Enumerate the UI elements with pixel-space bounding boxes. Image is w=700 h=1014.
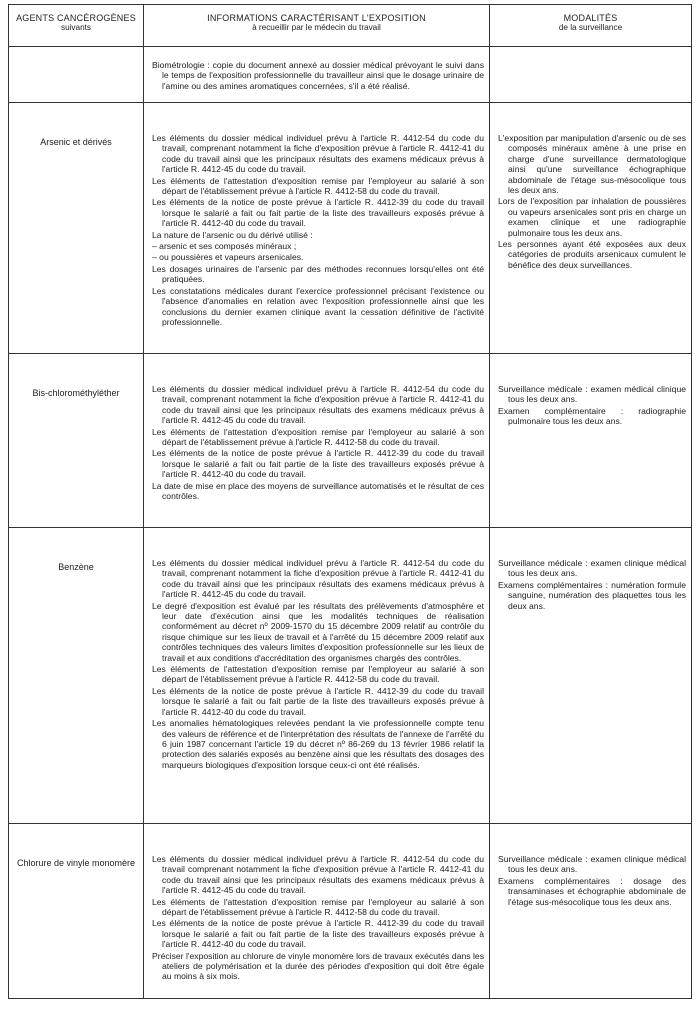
agent-name xyxy=(9,47,144,103)
surveillance-modalities: Surveillance médicale : examen clinique médical tous les deux ans. Examens complémentaires : dosage des transaminases et échographie abdominale de l'étage sus-mésocolique tous les deux ans. xyxy=(490,824,692,999)
surveillance-modalities: Surveillance médicale : examen clinique médical tous les deux ans. Examens complémentaires : numération formule sanguine, numération des plaquettes tous les deux ans. xyxy=(490,528,692,824)
header-modalites: MODALITÉS de la surveillance xyxy=(490,5,692,47)
header-informations: INFORMATIONS CARACTÉRISANT L'EXPOSITION à recueillir par le médecin du travail xyxy=(144,5,490,47)
exposure-info: Les éléments du dossier médical individuel prévu à l'article R. 4412-54 du code du travail comprenant notamment la fiche d'exposition prévue à l'article R. 4412-41 du code du travail ainsi que les principaux résultats des examens médicaux prévus à l'article R. 4412-45 du code du travail. Les éléments de l'attestation d'exposition remise par l'employeur au salarié à son départ de l'établissement prévue à l'article R. 4412-58 du code du travail. Les éléments de la notice de poste prévue à l'article R. 4412-39 du code du travail lorsque le salarié a fait ou fait partie de la liste des travailleurs exposés prévue à l'article R. 4412-40 du code du travail. Préciser l'exposition au chlorure de vinyle monomère lors de travaux exécutés dans les ateliers de polymérisation et la durée des périodes d'exposition qui doit être égale au moins à six mois. xyxy=(144,824,490,999)
exposure-info: Les éléments du dossier médical individuel prévu à l'article R. 4412-54 du code du travail, comprenant notamment la fiche d'exposition prévue à l'article R. 4412-41 du code du travail ainsi que les principaux résultats des examens médicaux prévus à l'article R. 4412-45 du code du travail. Les éléments de l'attestation d'exposition remise par l'employeur au salarié à son départ de l'établissement prévue à l'article R. 4412-58 du code du travail. Les éléments de la notice de poste prévue à l'article R. 4412-39 du code du travail lorsque le salarié a fait ou fait partie de la liste des travailleurs exposés prévue à l'article R. 4412-40 du code du travail. La nature de l'arsenic ou du dérivé utilisé : – arsenic et ses composés minéraux ; – ou poussières et vapeurs arsenicales. Les dosages urinaires de l'arsenic par des méthodes reconnues lorsqu'elles ont été pratiquées. Les constatations médicales durant l'exercice professionnel précisant l'existence ou l'absence d'anomalies en relation avec l'exposition professionnelle ainsi que les conclusions du dernier examen clinique avant la cessation définitive de l'activité professionnelle. xyxy=(144,103,490,354)
table-row xyxy=(9,824,692,999)
table-row xyxy=(9,47,692,103)
exposure-table xyxy=(8,4,692,999)
exposure-info: Les éléments du dossier médical individuel prévu à l'article R. 4412-54 du code du travail, comprenant notamment la fiche d'exposition prévue à l'article R. 4412-41 du code du travail ainsi que les principaux résultats des examens médicaux prévus à l'article R. 4412-45 du code du travail. Le degré d'exposition est évalué par les résultats des prélèvements d'atmosphère et leur date d'exécution ainsi que les modalités techniques de réalisation conformément au décret nº 2009-1570 du 15 décembre 2009 relatif au contrôle du risque chimique sur les lieux de travail et à l'arrêté du 15 décembre 2009 relatif aux contrôles techniques des valeurs limites d'exposition professionnelle sur les lieux de travail et aux conditions d'accréditation des organismes chargés des contrôles. Les éléments de l'attestation d'exposition remise par l'employeur au salarié à son départ de l'établissement prévue à l'article R. 4412-58 du code du travail. Les éléments de la notice de poste prévue à l'article R. 4412-39 du code du travail lorsque le salarié a fait ou fait partie de la liste des travailleurs exposés prévue à l'article R. 4412-40 du code du travail. Les anomalies hématologiques relevées pendant la vie professionnelle compte tenu des valeurs de référence et de l'interprétation des résultats de l'annexe de l'arrêté du 6 juin 1987 concernant l'article 19 du décret nº 86-269 du 13 février 1986 relatif la protection des salariés exposés au benzène ainsi que les résultats des dosages des marqueurs biologiques d'exposition lorsque ceux-ci ont été réalisés. xyxy=(144,528,490,824)
exposure-info: Biométrologie : copie du document annexé au dossier médical prévoyant le suivi dans le temps de l'exposition professionnelle du travailleur ainsi que le dosage urinaire de l'amine ou des amines aromatiques concernées, s'il a été réalisé. xyxy=(144,47,490,103)
table-header-row xyxy=(9,5,692,47)
agent-name: Chlorure de vinyle monomère xyxy=(9,824,144,999)
table-row xyxy=(9,354,692,528)
exposure-info: Les éléments du dossier médical individuel prévu à l'article R. 4412-54 du code du travail, comprenant notamment la fiche d'exposition prévue à l'article R. 4412-41 du code du travail ainsi que les principaux résultats des examens médicaux prévus à l'article R. 4412-45 du code du travail. Les éléments de l'attestation d'exposition remise par l'employeur au salarié à son départ de l'établissement prévue à l'article R. 4412-58 du code du travail. Les éléments de la notice de poste prévue à l'article R. 4412-39 du code du travail lorsque le salarié a fait ou fait partie de la liste des travailleurs exposés prévue à l'article R. 4412-40 du code du travail. La date de mise en place des moyens de surveillance automatisés et le résultat de ces contrôles. xyxy=(144,354,490,528)
agent-name: Bis-chlorométhyléther xyxy=(9,354,144,528)
surveillance-modalities: L'exposition par manipulation d'arsenic ou de ses composés minéraux amène à une prise en charge d'une surveillance dermatologique ainsi qu'une surveillance échographique abdominale de l'étage sus-mésocolique tous les deux ans. Lors de l'exposition par inhalation de poussières ou vapeurs arsenicales sont pris en charge un examen clinique et une radiographie pulmonaire tous les deux ans. Les personnes ayant été exposées aux deux catégories de produits arsenicaux cumulent le bénéfice des deux surveillances. xyxy=(490,103,692,354)
agent-name: Arsenic et dérivés xyxy=(9,103,144,354)
table-row xyxy=(9,103,692,354)
header-agents: AGENTS CANCÉROGÈNES suivants xyxy=(9,5,144,47)
surveillance-modalities xyxy=(490,47,692,103)
table-row xyxy=(9,528,692,824)
agent-name: Benzène xyxy=(9,528,144,824)
surveillance-modalities: Surveillance médicale : examen médical clinique tous les deux ans. Examen complémentaire : radiographie pulmonaire tous les deux ans. xyxy=(490,354,692,528)
